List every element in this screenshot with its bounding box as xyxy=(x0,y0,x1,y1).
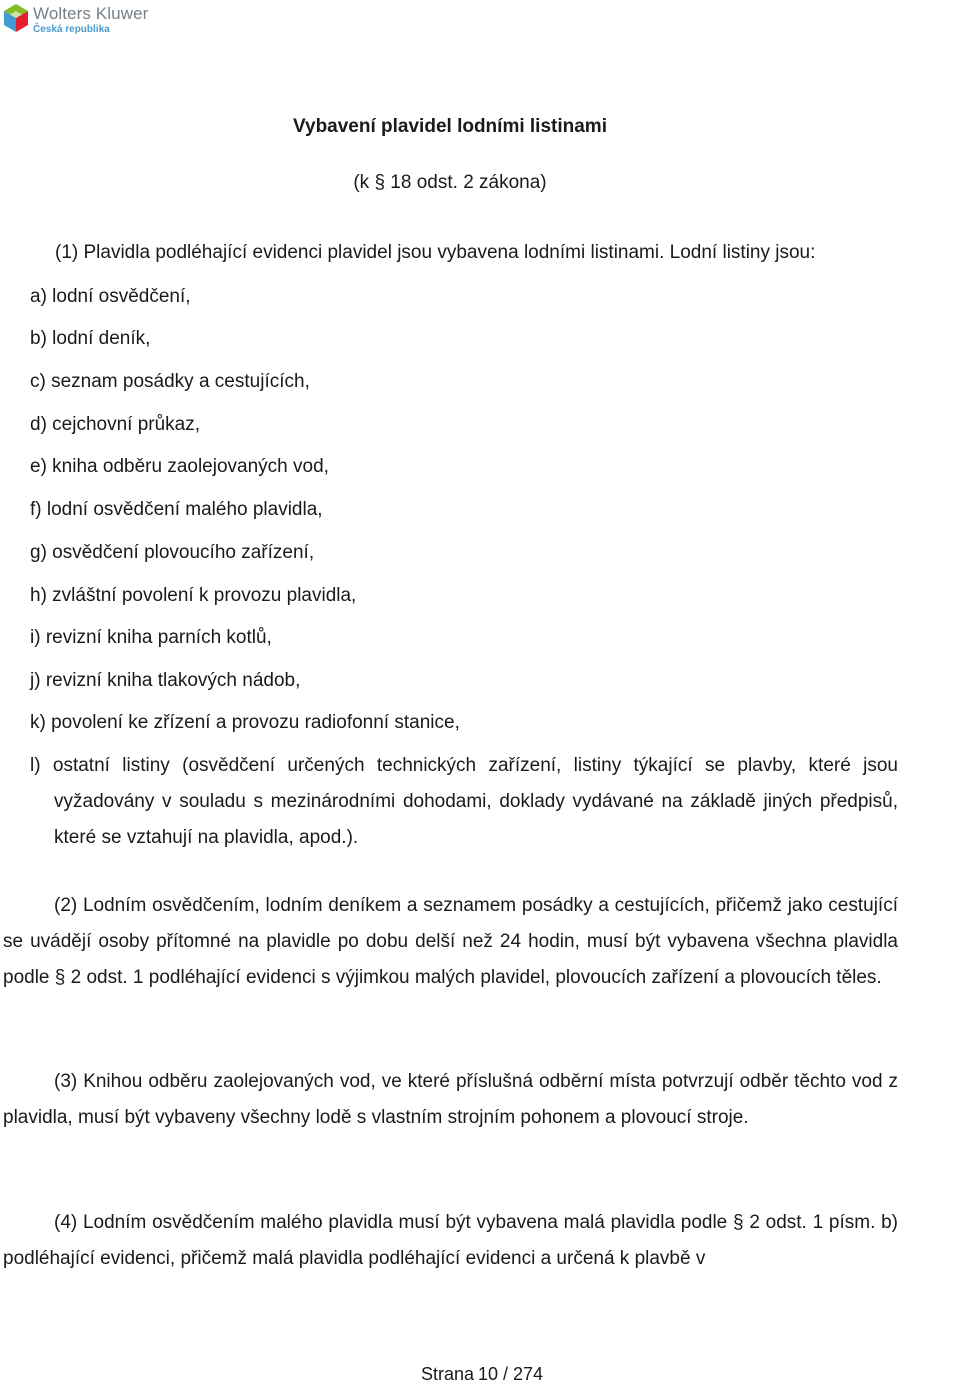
list-item: j) revizní kniha tlakových nádob, xyxy=(30,670,301,691)
page-footer xyxy=(0,1364,960,1385)
list-item: b) lodní deník, xyxy=(30,328,151,349)
wolters-kluwer-logo-icon xyxy=(2,2,30,34)
list-item-other-documents: l) ostatní listiny (osvědčení určených technických zařízení, listiny týkající se plavby, které jsou vyžadovány v souladu s mezinárodními dohodami, doklady vydávané na základě jiných předpisů, které se vztahují na plavidla, apod.). xyxy=(30,755,898,848)
list-item: h) zvláštní povolení k provozu plavidla, xyxy=(30,585,357,606)
document-title: Vybavení plavidel lodními listinami xyxy=(293,116,607,137)
list-item: d) cejchovní průkaz, xyxy=(30,414,201,435)
brand-subtitle: Česká republika xyxy=(33,24,110,35)
brand-logo xyxy=(2,2,148,36)
list-item: c) seznam posádky a cestujících, xyxy=(30,371,310,392)
list-item: i) revizní kniha parních kotlů, xyxy=(30,627,272,648)
paragraph-1-intro: (1) Plavidla podléhající evidenci plavidel jsou vybavena lodními listinami. Lodní listiny jsou: xyxy=(55,242,816,263)
paragraph-3: (3) Knihou odběru zaolejovaných vod, ve které příslušná odběrní místa potvrzují odběr těchto vod z plavidla, musí být vybaveny všechny lodě s vlastním strojním pohonem a plovoucí stroje. xyxy=(3,1071,898,1128)
paragraph-2: (2) Lodním osvědčením, lodním deníkem a seznamem posádky a cestujících, přičemž jako cestující se uvádějí osoby přítomné na plavidle po dobu delší než 24 hodin, musí být vybavena všechna plavidla podle § 2 odst. 1 podléhající evidenci s výjimkou malých plavidel, plovoucích zařízení a plovoucích těles. xyxy=(3,895,898,988)
brand-name: Wolters Kluwer xyxy=(33,4,149,23)
paragraph-4: (4) Lodním osvědčením malého plavidla musí být vybavena malá plavidla podle § 2 odst. 1 písm. b) podléhající evidenci, přičemž malá plavidla podléhající evidenci a určená k plavbě v xyxy=(3,1212,898,1269)
page-label: Strana xyxy=(420,1364,474,1384)
list-item: e) kniha odběru zaolejovaných vod, xyxy=(30,456,329,477)
page-number: 10 / 274 xyxy=(477,1364,544,1384)
list-item: k) povolení ke zřízení a provozu radiofonní stanice, xyxy=(30,712,460,733)
list-item: a) lodní osvědčení, xyxy=(30,286,191,307)
list-item: f) lodní osvědčení malého plavidla, xyxy=(30,499,323,520)
document-subtitle: (k § 18 odst. 2 zákona) xyxy=(353,172,547,193)
list-item: g) osvědčení plovoucího zařízení, xyxy=(30,542,315,563)
